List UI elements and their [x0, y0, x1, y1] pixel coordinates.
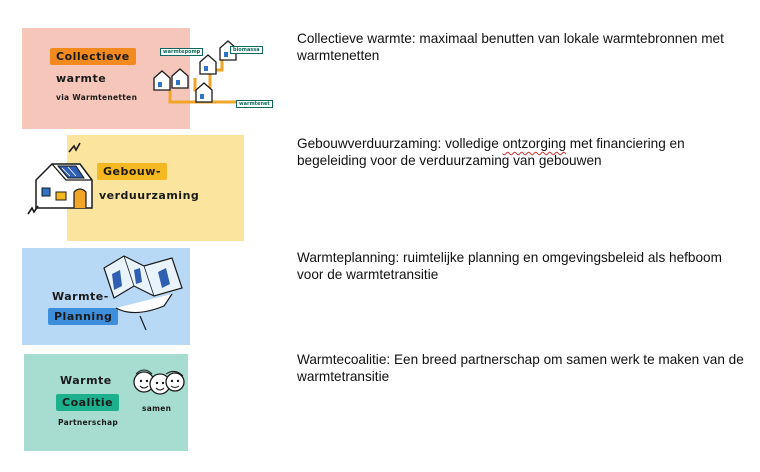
- card-title-highlight: Gebouw-: [97, 163, 167, 180]
- description-text-2: met financiering en begeleiding voor de verduurzaming van gebouwen: [297, 136, 685, 168]
- house-illustration: [22, 140, 102, 220]
- tag-warmtenet: warmtenet: [236, 100, 273, 108]
- card-title-highlight: Collectieve: [50, 48, 136, 65]
- card-title-line2: verduurzaming: [99, 189, 200, 202]
- description-text-1: Gebouwverduurzaming: volledige: [297, 136, 503, 151]
- card-side-label: samen: [142, 404, 172, 413]
- description-collectieve-warmte: Collectieve warmte: maximaal benutten van lokale warmtebronnen met warmtenetten: [297, 31, 724, 63]
- houses-illustration: [150, 40, 280, 115]
- tag-warmtepomp: warmtepomp: [160, 48, 203, 56]
- map-in-hand-icon: [22, 248, 190, 345]
- card-warmtecoalitie: [24, 354, 188, 451]
- card-title-highlight: Planning: [48, 308, 118, 325]
- card-title-highlight: Coalitie: [56, 394, 119, 411]
- tag-biomassa: biomassa: [230, 46, 263, 54]
- card-subtitle: Partnerschap: [58, 418, 119, 427]
- description-warmtecoalitie: Warmtecoalitie: Een breed partnerschap om samen werk te maken van de warmtetransitie: [297, 352, 744, 384]
- house-solar-icon: [22, 140, 102, 220]
- description-warmteplanning: Warmteplanning: ruimtelijke planning en omgevingsbeleid als hefboom voor de warmtetransitie: [297, 250, 722, 282]
- card-title-line1: Warmte-: [52, 290, 109, 303]
- card-title-line1: Warmte: [60, 374, 112, 387]
- partners-icon: [24, 354, 188, 451]
- card-title-line2: warmte: [56, 72, 107, 85]
- description-underlined-word: ontzorging: [502, 136, 567, 151]
- card-warmteplanning: [22, 248, 190, 345]
- card-subtitle: via Warmtenetten: [56, 93, 138, 102]
- description-gebouwverduurzaming: [297, 135, 747, 169]
